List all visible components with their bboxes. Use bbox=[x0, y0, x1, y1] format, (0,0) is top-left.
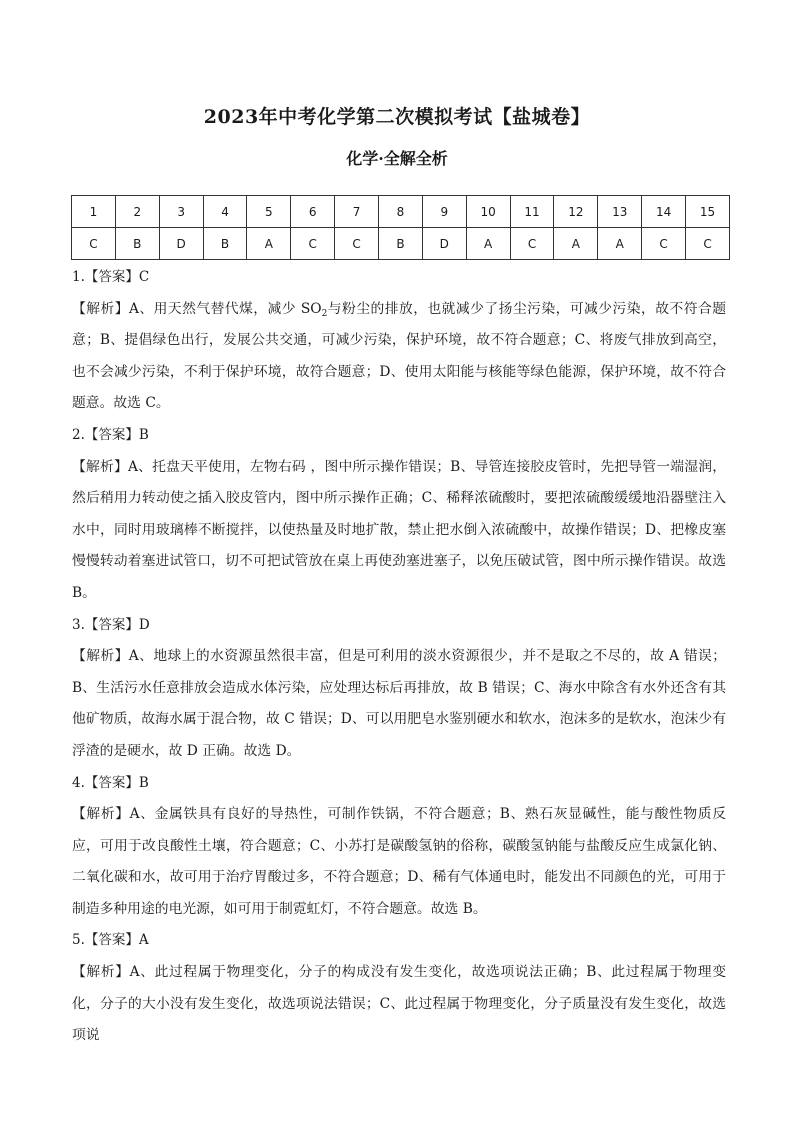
question-number-cell: 9 bbox=[422, 196, 466, 228]
analysis-text: A、地球上的水资源虽然很丰富，但是可利用的淡水资源很少，并不是取之不尽的，故 A 错误；B、生活污水任意排放会造成水体污染，应处理达标后再排放，故 B 错误；C、海水中除含有水外还含有其他矿物质，故海水属于混合物，故 C 错误；D、可以用肥皂水鉴别硬水和软水，泡沫多的是软水，泡沫少有浮渣的是硬水，故 D 正确。故选 D。 bbox=[72, 648, 727, 759]
analysis-text: A、此过程属于物理变化，分子的构成没有发生变化，故选项说法正确；B、此过程属于物理变化，分子的大小没有发生变化，故选项说法错误；C、此过程属于物理变化，分子质量没有发生变化，故选项说 bbox=[72, 964, 727, 1044]
subscript: 2 bbox=[321, 308, 328, 319]
answer-cell: B bbox=[379, 228, 423, 260]
answer-cell: C bbox=[335, 228, 379, 260]
answer-cell: C bbox=[510, 228, 554, 260]
analysis-label: 【解析】 bbox=[72, 964, 130, 981]
page-title: 2023年中考化学第二次模拟考试【盐城卷】 bbox=[203, 106, 591, 128]
answer-line: 3.【答案】D bbox=[72, 616, 150, 633]
question-number-cell: 8 bbox=[379, 196, 423, 228]
answer-cell: A bbox=[466, 228, 510, 260]
answer-cell: C bbox=[72, 228, 116, 260]
analysis-paragraph bbox=[72, 641, 726, 767]
answer-line: 4.【答案】B bbox=[72, 774, 149, 791]
question-number-cell: 15 bbox=[686, 196, 730, 228]
answer-line: 2.【答案】B bbox=[72, 426, 149, 443]
answer-cell: A bbox=[247, 228, 291, 260]
question-number-cell: 11 bbox=[510, 196, 554, 228]
answer-table bbox=[71, 195, 730, 260]
analysis-label: 【解析】 bbox=[72, 648, 129, 665]
analysis-text: A、托盘天平使用，左物右码 ，图中所示操作错误；B、导管连接胶皮管时，先把导管一端湿润，然后稍用力转动使之插入胶皮管内，图中所示操作正确；C、稀释浓硫酸时，要把浓硫酸缓缓地沿器壁注入水中，同时用玻璃棒不断搅拌，以使热量及时地扩散，禁止把水倒入浓硫酸中，故操作错误；D、把橡皮塞慢慢转动着塞进试管口，切不可把试管放在桌上再使劲塞进塞子，以免压破试管，图中所示操作错误。故选 B。 bbox=[72, 458, 726, 601]
answer-cell: B bbox=[115, 228, 159, 260]
analysis-paragraph bbox=[72, 957, 726, 1052]
question-number-cell: 14 bbox=[642, 196, 686, 228]
answer-cell: A bbox=[554, 228, 598, 260]
answer-line: 1.【答案】C bbox=[72, 269, 150, 285]
question-number-cell: 10 bbox=[466, 196, 510, 228]
answer-cell: A bbox=[598, 228, 642, 260]
analysis-label: 【解析】 bbox=[72, 458, 128, 475]
analysis-label: 【解析】 bbox=[72, 300, 129, 317]
question-number-cell: 2 bbox=[115, 196, 159, 228]
question-number-cell: 12 bbox=[554, 196, 598, 228]
analysis-paragraph bbox=[72, 799, 726, 925]
answer-table-number-row bbox=[72, 196, 730, 228]
answer-cell: C bbox=[686, 228, 730, 260]
answer-cell: C bbox=[642, 228, 686, 260]
answer-cell: B bbox=[203, 228, 247, 260]
answer-cell: C bbox=[291, 228, 335, 260]
answer-cell: D bbox=[159, 228, 203, 260]
answer-table-answer-row bbox=[72, 228, 730, 260]
analysis-paragraph bbox=[72, 294, 726, 420]
question-number-cell: 13 bbox=[598, 196, 642, 228]
question-number-cell: 7 bbox=[335, 196, 379, 228]
analysis-text: A、金属铁具有良好的导热性，可制作铁锅，不符合题意；B、熟石灰显碱性，能与酸性物质反应，可用于改良酸性土壤，符合题意；C、小苏打是碳酸氢钠的俗称，碳酸氢钠能与盐酸反应生成氯化钠、二氧化碳和水，故可用于治疗胃酸过多，不符合题意；D、稀有气体通电时，能发出不同颜色的光，可用于制造多种用途的电光源，如可用于制霓虹灯，不符合题意。故选 B。 bbox=[72, 806, 727, 917]
solutions-section bbox=[72, 262, 726, 1052]
question-number-cell: 4 bbox=[203, 196, 247, 228]
answer-cell: D bbox=[422, 228, 466, 260]
question-number-cell: 3 bbox=[159, 196, 203, 228]
analysis-text: 与粉尘的排放，也就减少了扬尘污染，可减少污染，故不符合题意；B、提倡绿色出行，发展公共交通，可减少污染，保护环境，故不符合题意；C、将废气排放到高空，也不会减少污染，不利于保护环境，故符合题意；D、使用太阳能与核能等绿色能源，保护环境，故不符合题意。故选 C。 bbox=[72, 300, 727, 412]
page-subtitle: 化学·全解全析 bbox=[346, 149, 448, 168]
analysis-label: 【解析】 bbox=[72, 806, 130, 823]
answer-line: 5.【答案】A bbox=[72, 932, 149, 949]
analysis-paragraph bbox=[72, 452, 726, 610]
question-number-cell: 1 bbox=[72, 196, 116, 228]
analysis-text: A、用天然气替代煤，减少 SO bbox=[128, 300, 322, 317]
question-number-cell: 5 bbox=[247, 196, 291, 228]
question-number-cell: 6 bbox=[291, 196, 335, 228]
